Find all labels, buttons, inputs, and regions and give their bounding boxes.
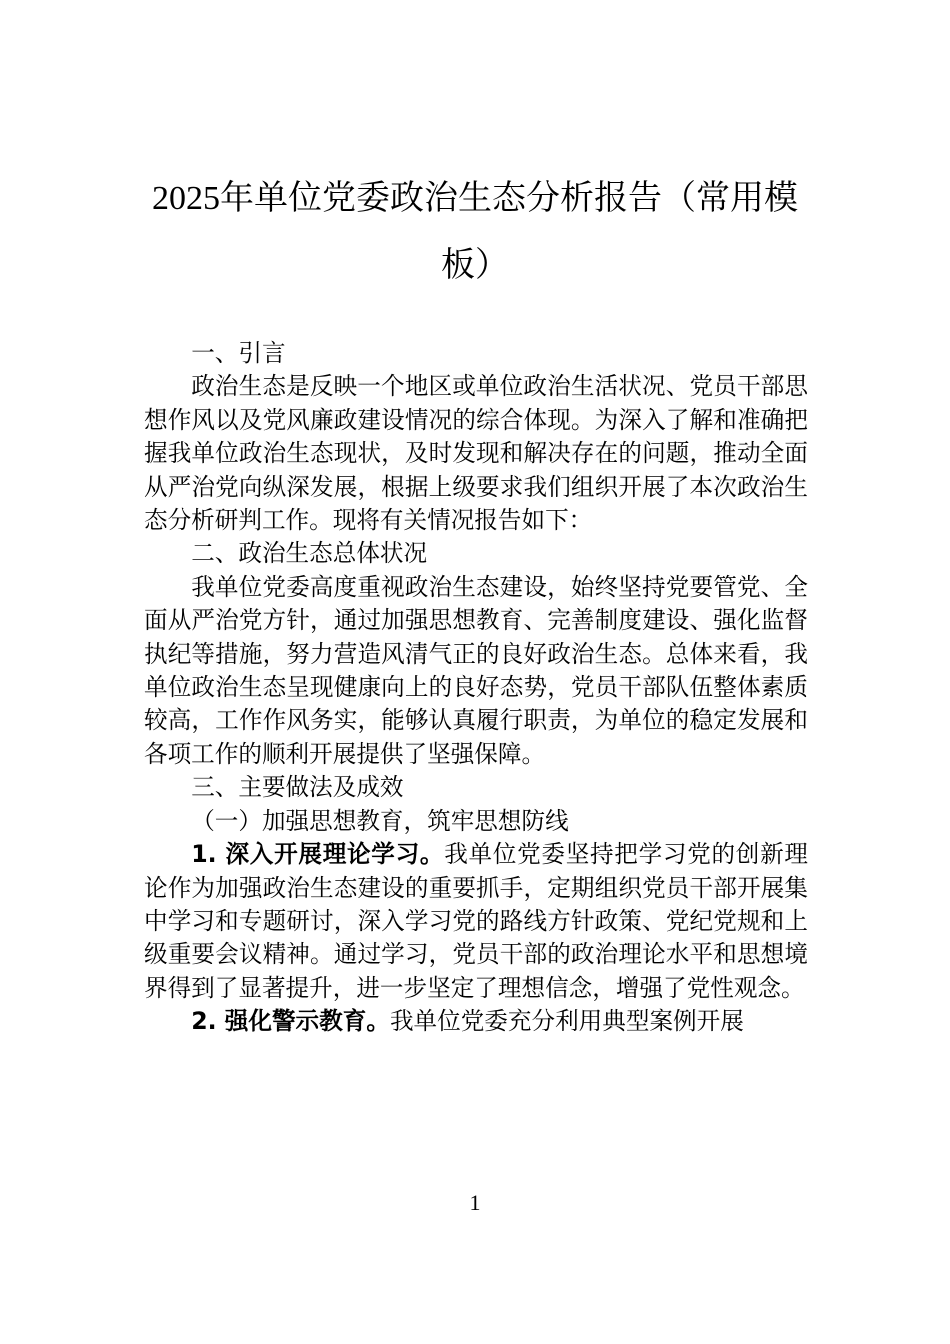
paragraph-lead-warning-education: 2. 强化警示教育。 — [191, 1007, 390, 1036]
title-text: 年单位党委政治生态分析报告（常用模板） — [220, 178, 798, 285]
section-heading-practices: 三、主要做法及成效 — [191, 773, 404, 802]
paragraph-text-theory-study: 我单位党委坚持把学习党的创新理论作为加强政治生态建设的重要抓手，定期组织党员干部开展集中学习和专题研讨，深入学习党的路线方针政策、党纪党规和上级重要会议精神。通过学习，党员干部的政治理论水平和思想境界得到了显著提升，进一步坚定了理想信念，增强了党性观念。 — [144, 840, 809, 1002]
section-heading-overall-status: 二、政治生态总体状况 — [191, 539, 428, 568]
section-heading-intro: 一、引言 — [191, 339, 286, 367]
paragraph-text-warning-education: 我单位党委充分利用典型案例开展 — [389, 1007, 744, 1036]
page-number: 1 — [469, 1190, 481, 1215]
paragraph-intro: 政治生态是反映一个地区或单位政治生活状况、党员干部思想作风以及党风廉政建设情况的综合体现。为深入了解和准确把握我单位政治生态现状，及时发现和解决存在的问题，推动全面从严治党向纵深发展，根据上级要求我们组织开展了本次政治生态分析研判工作。现将有关情况报告如下： — [144, 372, 808, 535]
paragraph-warning-education — [144, 1005, 808, 1038]
document-title — [140, 165, 810, 298]
paragraph-theory-study — [144, 838, 808, 1005]
document-body — [144, 337, 808, 1039]
paragraph-lead-theory-study: 1. 深入开展理论学习。 — [191, 840, 445, 869]
paragraph-overall-status: 我单位党委高度重视政治生态建设，始终坚持党要管党、全面从严治党方针，通过加强思想教育、完善制度建设、强化监督执纪等措施，努力营造风清气正的良好政治生态。总体来看，我单位政治生态呈现健康向上的良好态势，党员干部队伍整体素质较高，工作作风务实，能够认真履行职责，为单位的稳定发展和各项工作的顺利开展提供了坚强保障。 — [144, 572, 808, 768]
title-year: 2025 — [152, 180, 220, 217]
subsection-heading-education: （一）加强思想教育，筑牢思想防线 — [191, 806, 569, 835]
